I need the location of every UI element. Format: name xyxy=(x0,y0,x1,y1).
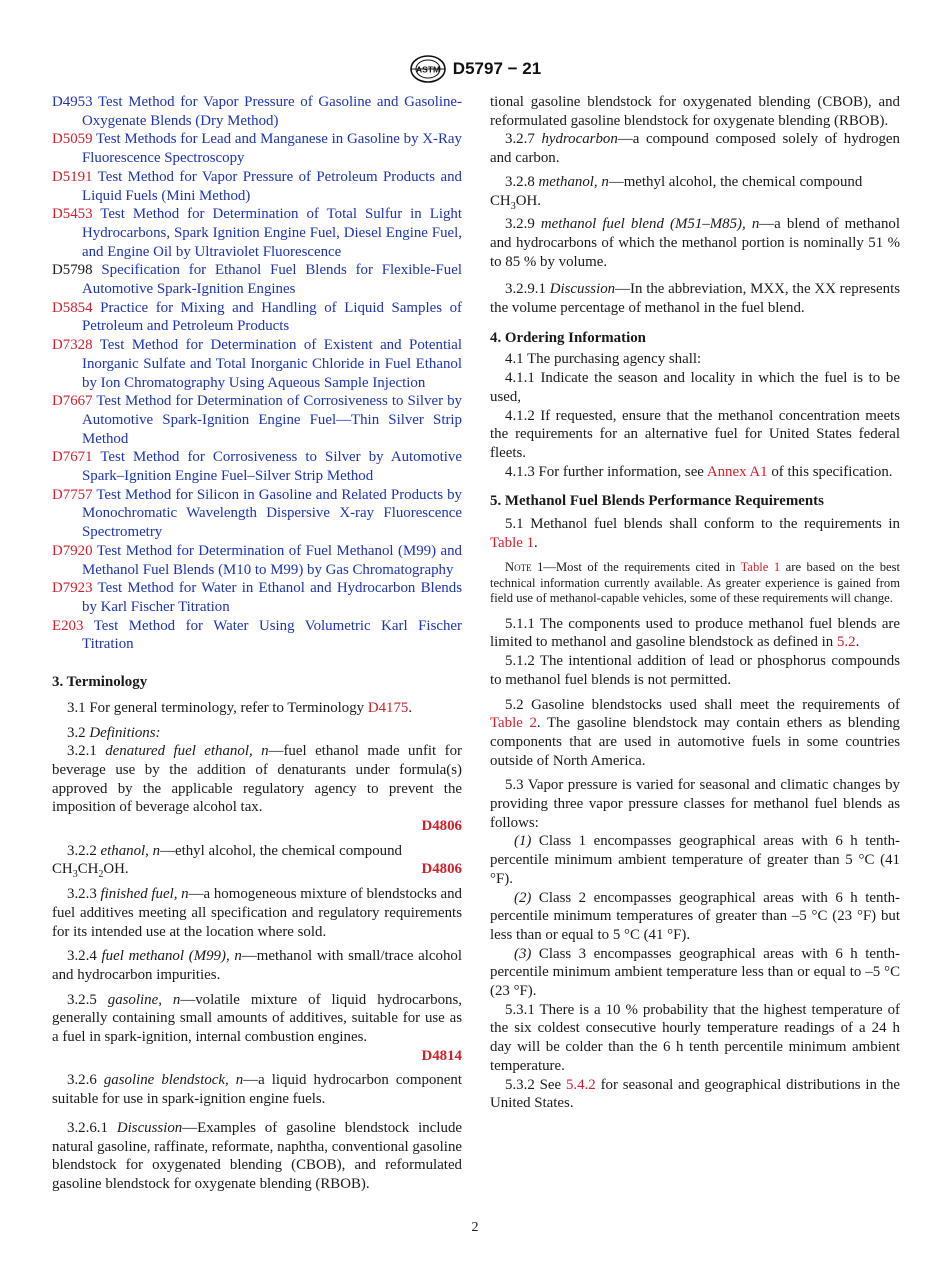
para-4-1-2: 4.1.2 If requested, ensure that the methanol concentration meets the requirements for an alternative fuel for United States federal fleets. xyxy=(490,407,900,461)
astm-logo-icon xyxy=(409,54,447,84)
d4175-link[interactable]: D4175 xyxy=(367,699,409,716)
ref-item xyxy=(52,542,462,579)
ref-title-link[interactable]: Practice for Mixing and Handling of Liquid Samples of Petroleum and Petroleum Products xyxy=(82,299,462,335)
right-column xyxy=(490,93,900,1113)
para-3-2-3: 3.2.3 finished fuel, n—a homogeneous mixture of blendstocks and fuel additives meeting all specification and regulatory requirements for its intended use at the location where sold. xyxy=(52,886,462,940)
annex-a1-link[interactable]: Annex A1 xyxy=(706,463,768,480)
table-2-link[interactable]: Table 2 xyxy=(490,715,537,732)
ref-title-link[interactable]: Specification for Ethanol Fuel Blends for Flexible-Fuel Automotive Spark-Ignition Engines xyxy=(82,262,462,298)
class-3-item: (3) Class 3 encompasses geographical areas with 6 h tenth-percentile minimum ambient temperature less than or equal to –5 °C (23 °F). xyxy=(490,945,900,1000)
ref-title-link[interactable]: Test Method for Water Using Volumetric Karl Fischer Titration xyxy=(82,617,462,653)
note-1: Note 1—Most of the requirements cited in Table 1 are based on the best technical information currently available. As greater experience is gained from field use of methanol-capable vehicles, some of these requirements will change. xyxy=(490,560,900,606)
ref-title-link[interactable]: Test Method for Determination of Existent and Potential Inorganic Sulfate and Total Inorganic Chloride in Fuel Ethanol by Ion Chromatography Using Aqueous Sample Injection xyxy=(82,337,462,391)
page-header xyxy=(0,54,950,84)
section-5-2-link[interactable]: 5.2 xyxy=(836,634,856,651)
ref-item xyxy=(52,261,462,298)
para-4-1: 4.1 The purchasing agency shall: xyxy=(505,351,702,368)
para-5-1: 5.1 Methanol fuel blends shall conform to the requirements in Table 1. xyxy=(490,516,900,551)
ref-item xyxy=(52,205,462,261)
d4814-ref-link[interactable]: D4814 xyxy=(421,1047,462,1064)
para-3-2-2: 3.2.2 ethanol, n—ethyl alcohol, the chemical compound xyxy=(67,842,402,859)
section-5-4-2-link[interactable]: 5.4.2 xyxy=(565,1076,596,1093)
ref-code-link[interactable]: D7923 xyxy=(52,580,93,597)
para-3-2-6: 3.2.6 gasoline blendstock, n—a liquid hydrocarbon component suitable for use in spark-ignition engine fuels. xyxy=(52,1072,462,1108)
ref-title-link[interactable]: Test Method for Vapor Pressure of Gasoline and Gasoline-Oxygenate Blends (Dry Method) xyxy=(82,94,462,129)
ref-item xyxy=(52,299,462,336)
left-column xyxy=(52,93,463,1192)
ref-item xyxy=(52,168,462,205)
ref-code-link[interactable]: D5059 xyxy=(52,131,93,148)
ref-title-link[interactable]: Test Method for Corrosiveness to Silver by Automotive Spark–Ignition Engine Fuel–Silver Strip Method xyxy=(82,449,462,485)
para-5-3-2: 5.3.2 See 5.4.2 for seasonal and geographical distributions in the United States. xyxy=(490,1076,900,1112)
ref-item xyxy=(52,336,462,392)
ref-title-link[interactable]: Test Method for Determination of Corrosiveness to Silver by Automotive Spark-Ignition Engine Fuel—Thin Silver Strip Method xyxy=(82,393,462,447)
para-5-3: 5.3 Vapor pressure is varied for seasonal and climatic changes by providing three vapor pressure classes for methanol fuel blends as follows: xyxy=(490,777,900,831)
ref-item xyxy=(52,392,462,448)
ref-code-link[interactable]: D4953 xyxy=(52,94,93,110)
class-2-item: (2) Class 2 encompasses geographical areas with 6 h tenth-percentile minimum temperatures of greater than –5 °C (23 °F) but less than or equal to 5 °C (41 °F). xyxy=(490,889,900,943)
ref-code-link[interactable]: D7671 xyxy=(52,449,93,466)
para-3-2-9-1: 3.2.9.1 Discussion—In the abbreviation, MXX, the XX represents the volume percentage of methanol in the fuel blend. xyxy=(490,281,901,317)
ref-item xyxy=(52,486,462,542)
para-3-2-8-formula: $CH_3OH$. xyxy=(490,192,541,212)
section-4-heading: 4. Ordering Information xyxy=(490,329,646,346)
ref-title-link[interactable]: Test Method for Determination of Total Sulfur in Light Hydrocarbons, Spark Ignition Engine Fuel, Diesel Engine Fuel, and Engine Oil by Ultraviolet Fluorescence xyxy=(82,206,462,260)
para-3-2-5: 3.2.5 gasoline, n—volatile mixture of liquid hydrocarbons, generally containing small amounts of additives, suitable for use as a fuel in spark-ignition, internal combustion engines. xyxy=(52,991,462,1046)
para-3-2-2-formula: $CH_3CH_2OH$. D4806 xyxy=(52,861,462,881)
ref-code-link[interactable]: D5453 xyxy=(52,206,93,223)
ref-item xyxy=(52,93,462,130)
para-4-1-3: 4.1.3 For further information, see Annex A1 of this specification. xyxy=(505,463,893,480)
ref-title-link[interactable]: Test Method for Determination of Fuel Methanol (M99) and Methanol Fuel Blends (M10 to M99) by Gas Chromatography xyxy=(82,542,462,578)
ref-item xyxy=(52,448,462,485)
ref-code-link[interactable]: D5854 xyxy=(52,299,93,316)
ref-item xyxy=(52,130,462,167)
d4806-ref-link[interactable]: D4806 xyxy=(421,861,462,878)
ref-code-link[interactable]: D7328 xyxy=(52,337,93,354)
d4806-ref-link[interactable]: D4806 xyxy=(421,818,462,835)
ref-title-link[interactable]: Test Method for Silicon in Gasoline and Related Products by Monochromatic Wavelength Dispersive X-ray Fluorescence Spectrometry xyxy=(82,486,462,541)
ref-title-link[interactable]: Test Method for Water in Ethanol and Hydrocarbon Blends by Karl Fischer Titration xyxy=(82,580,462,615)
para-5-1-2: 5.1.2 The intentional addition of lead or phosphorus compounds to methanol fuel blends is not permitted. xyxy=(490,653,900,688)
ref-title-link[interactable]: Test Methods for Lead and Manganese in Gasoline by X-Ray Fluorescence Spectroscopy xyxy=(82,131,462,167)
para-3-1: 3.1 For general terminology, refer to Terminology D4175. xyxy=(67,699,413,716)
ref-title-link[interactable]: Test Method for Vapor Pressure of Petroleum Products and Liquid Fuels (Mini Method) xyxy=(82,168,462,204)
para-3-2-8: 3.2.8 methanol, n—methyl alcohol, the chemical compound xyxy=(505,173,863,190)
para-3-2-6-1: 3.2.6.1 Discussion—Examples of gasoline blendstock include natural gasoline, raffinate, reformate, naphtha, conventional gasoline blendstock for oxygenated blending (CBOB), and reformulated gasoline blendstock for oxygenate blending (RBOB). xyxy=(52,1119,462,1192)
document-id: D5797 − 21 xyxy=(452,59,542,78)
para-3-2-4: 3.2.4 fuel methanol (M99), n—methanol with small/trace alcohol and hydrocarbon impurities. xyxy=(52,948,463,983)
para-3-2: 3.2 Definitions: xyxy=(67,724,161,741)
ref-code-link[interactable]: D7667 xyxy=(52,393,93,410)
para-3-2-1: 3.2.1 denatured fuel ethanol, n—fuel ethanol made unfit for beverage use by the addition of denaturants under formula(s) approved by the applicable regulatory agency to prevent the imposition of beverage alcohol tax. xyxy=(52,743,462,816)
ref-item xyxy=(52,617,462,654)
svg-text:ASTM: ASTM xyxy=(415,64,440,75)
para-3-2-9: 3.2.9 methanol fuel blend (M51–M85), n—a blend of methanol and hydrocarbons of which the methanol portion is nominally 51 % to 85 % by volume. xyxy=(490,216,900,270)
para-5-3-1: 5.3.1 There is a 10 % probability that the highest temperature of the six coldest consecutive hourly temperature readings of a 24 h day will be colder than the 6 h tenth percentile minimum ambient temperature. xyxy=(490,1001,900,1074)
table-1-link[interactable]: Table 1 xyxy=(490,534,535,551)
ref-code-link[interactable]: D7757 xyxy=(52,486,93,503)
page-number: 2 xyxy=(471,1220,479,1235)
ref-item xyxy=(52,579,462,616)
ref-code: D5798 xyxy=(52,262,93,279)
para-5-2: 5.2 Gasoline blendstocks used shall meet the requirements of Table 2. The gasoline blendstock may contain ethers as blending components that are used in automotive fuels in some countries outside of North America. xyxy=(490,696,900,769)
ref-code-link[interactable]: D5191 xyxy=(52,168,93,185)
ref-code-link[interactable]: D7920 xyxy=(52,542,93,559)
para-5-1-1: 5.1.1 The components used to produce methanol fuel blends are limited to methanol and gasoline blendstock as defined in 5.2. xyxy=(490,615,900,651)
para-3-2-7: 3.2.7 hydrocarbon—a compound composed solely of hydrogen and carbon. xyxy=(490,131,900,167)
referenced-documents-list xyxy=(52,93,462,654)
ref-code-link[interactable]: E203 xyxy=(52,617,84,634)
para-3-2-6-1-continued: tional gasoline blendstock for oxygenated blending (CBOB), and reformulated gasoline blendstock for oxygenate blending (RBOB). xyxy=(490,94,900,129)
section-3-heading: 3. Terminology xyxy=(52,674,148,691)
table-1-link[interactable]: Table 1 xyxy=(740,560,781,575)
section-5-heading: 5. Methanol Fuel Blends Performance Requirements xyxy=(490,493,824,510)
para-4-1-1: 4.1.1 Indicate the season and locality in which the fuel is to be used, xyxy=(490,370,900,405)
class-1-item: (1) Class 1 encompasses geographical areas with 6 h tenth-percentile minimum ambient temperature of greater than 5 °C (41 °F). xyxy=(490,833,900,887)
